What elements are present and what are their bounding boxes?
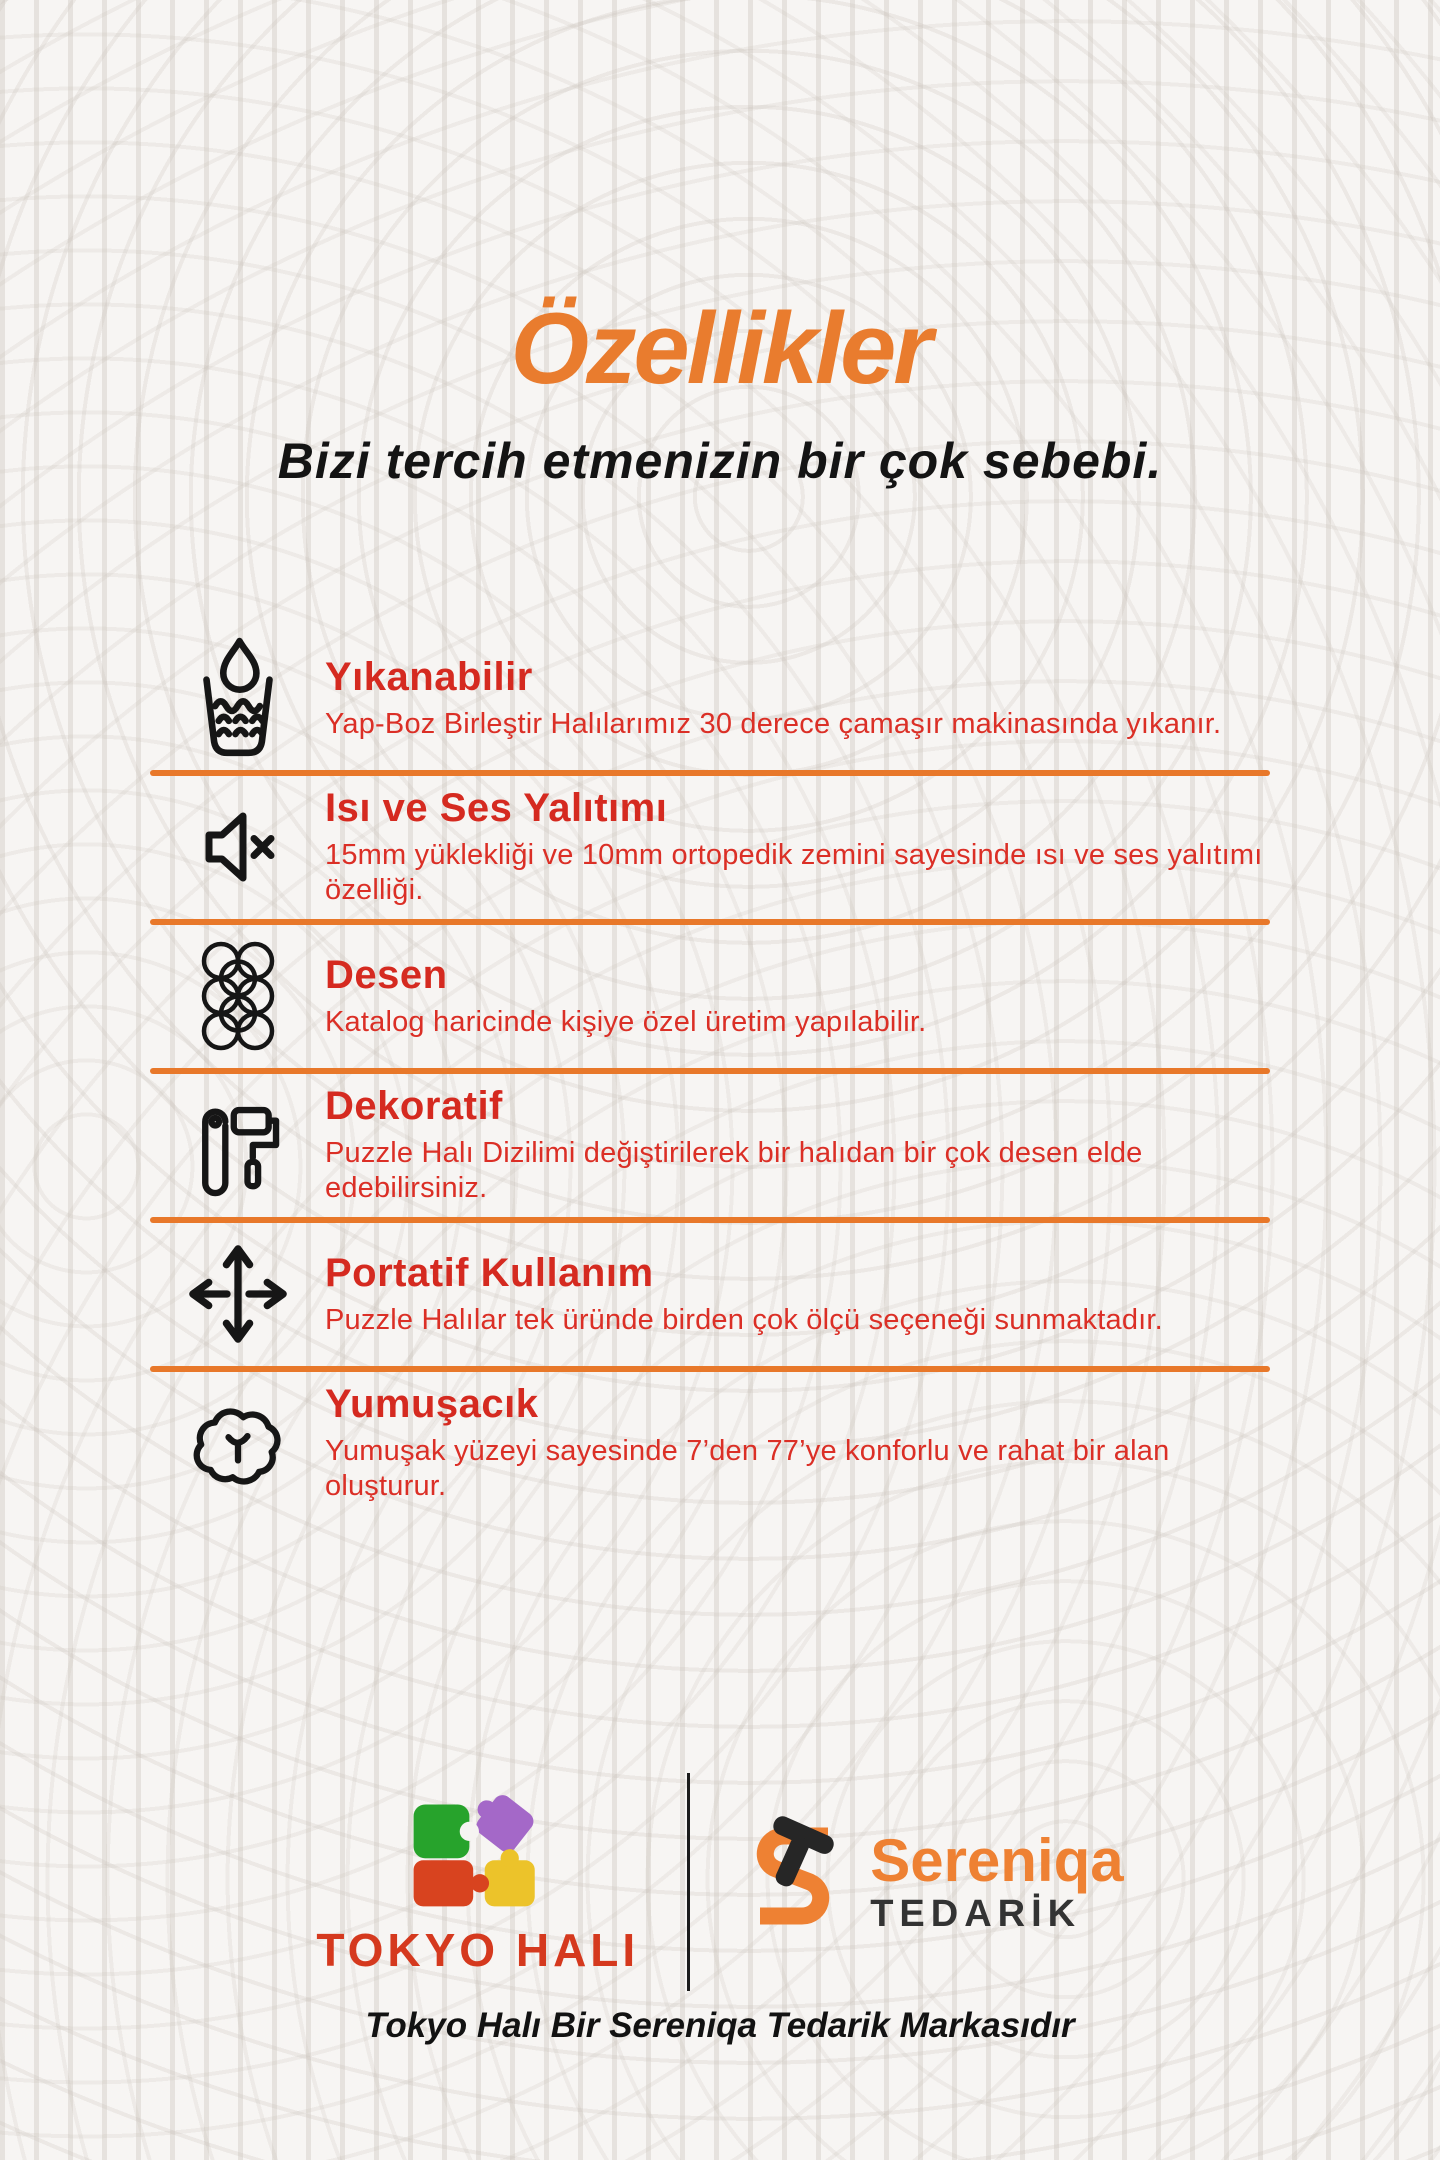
section-divider	[150, 770, 1270, 776]
features-list	[150, 642, 1270, 1502]
feature-text	[325, 953, 1270, 1040]
logo-separator-line	[687, 1773, 690, 1991]
feature-title: Portatif Kullanım	[325, 1250, 654, 1295]
sereniqa-tedarik-logo	[738, 1812, 1123, 1952]
page-title: Özellikler	[510, 293, 930, 405]
move-arrows-icon	[150, 1233, 325, 1355]
footer-note: Tokyo Halı Bir Sereniqa Tedarik Markasıdır	[365, 2006, 1075, 2045]
feature-text	[325, 786, 1270, 908]
section-divider	[150, 1068, 1270, 1074]
section-divider	[150, 919, 1270, 925]
washable-icon	[150, 635, 325, 762]
sereniqa-wordmark	[870, 1827, 1124, 1935]
section-divider	[150, 1366, 1270, 1372]
feature-row	[150, 940, 1270, 1052]
feature-row	[150, 786, 1270, 906]
puzzle-pieces-icon	[403, 1791, 553, 1921]
feature-description: Puzzle Halılar tek üründe birden çok ölçü seçeneği sunmaktadır.	[325, 1303, 1163, 1336]
tokyo-hali-wordmark: TOKYO HALI	[316, 1924, 640, 1976]
sereniqa-sub: TEDARİK	[870, 1893, 1082, 1935]
section-divider	[150, 1217, 1270, 1223]
feature-row	[150, 1382, 1270, 1502]
feature-text	[325, 1382, 1270, 1504]
feature-description: 15mm yüklekliği ve 10mm ortopedik zemini sayesinde ısı ve ses yalıtımı özelliği.	[325, 839, 1263, 906]
tokyo-hali-logo	[316, 1791, 640, 1976]
brand-logos-row	[0, 1772, 1440, 1992]
feature-row	[150, 1238, 1270, 1350]
sereniqa-st-icon	[738, 1812, 848, 1952]
feature-description: Yap-Boz Birleştir Halılarımız 30 derece çamaşır makinasında yıkanır.	[325, 707, 1222, 740]
feature-text	[325, 655, 1270, 742]
feature-title: Isı ve Ses Yalıtımı	[325, 786, 668, 831]
feature-title: Yıkanabilir	[325, 654, 533, 699]
page-subtitle: Bizi tercih etmenizin bir çok sebebi.	[277, 433, 1163, 489]
sound-insulation-icon	[150, 797, 325, 897]
feature-title: Yumuşacık	[325, 1382, 539, 1427]
pattern-icon	[150, 940, 325, 1052]
cotton-icon	[150, 1393, 325, 1493]
feature-row	[150, 1084, 1270, 1204]
feature-title: Dekoratif	[325, 1084, 503, 1129]
feature-description: Puzzle Halı Dizilimi değiştirilerek bir halıdan bir çok desen elde edebilirsiniz.	[325, 1137, 1143, 1204]
feature-title: Desen	[325, 952, 448, 997]
paint-roller-icon	[150, 1090, 325, 1201]
feature-text	[325, 1084, 1270, 1206]
feature-description: Yumuşak yüzeyi sayesinde 7’den 77’ye konforlu ve rahat bir alan oluşturur.	[325, 1435, 1170, 1502]
feature-description: Katalog haricinde kişiye özel üretim yapılabilir.	[325, 1005, 927, 1038]
feature-text	[325, 1251, 1270, 1338]
sereniqa-name: Sereniqa	[870, 1827, 1124, 1894]
feature-row	[150, 642, 1270, 754]
